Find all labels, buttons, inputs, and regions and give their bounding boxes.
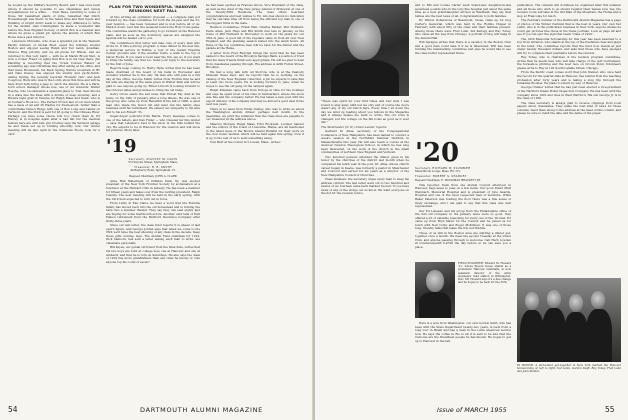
paragraph: he had been spotted as Frances Grove, Vice President of the class, as well as the chief of the New Jersey Alumni of Princeton at one of the Twenty-Fifth Reunions. The class offers heartiest congratulations and best wishes to Ed, who has shown no indication that he can take time off from being the efficient top man in one of the biggest firms in the state. bbox=[206, 4, 304, 25]
right-column-2-bottom bbox=[415, 322, 511, 397]
paragraph: Those of us still in the Boston area are starting a dinner get-together once a month. We meet the second Tuesday at the Union Club, and anyone passing through is welcome. Call Herb Lowden at Commonwealth 6-4700 the day before so he can save you a place. bbox=[415, 230, 511, 249]
paragraph: George Cramer writes that he has just been elected a vice-president of the Hartford Steam Boiler Inspection Company. He has been with the company since 1922 and lives in West Hartford. His son George Jr. is in the class of 1958. bbox=[517, 85, 621, 101]
person-face bbox=[547, 290, 561, 308]
paragraph: Gerhard W. Atlas, secretary of the Congregational Conference of New Hampshire, has been named to conduct a week's session at the Northfield Summer Institute in Massachusetts this year. He will also teach a course at the Andover Newton Theological School, in which he has long been interested, on the work of the church in the small communities of northern New England and Vermont. bbox=[321, 129, 409, 155]
paragraph: Since our last letter, the class fund reports it is ahead of last year's figure, and George Jordan says that when we come to the 35th we'll have the best showing of any class in the decade. Keep those gifts coming, men. The Alumni Fund chairman for 1919, Dick Sanborn, has sent a letter asking each man to write one classmate personally. bbox=[106, 223, 200, 245]
right-column-3 bbox=[517, 4, 621, 274]
left-column-3 bbox=[206, 4, 304, 397]
paragraph: The class secretary is always glad to receive clippings from local papers about classmates. They make the best kind of news for these columns. Send them along to the address at the head of this column, and please be sure to mark the date and the name of the paper. bbox=[517, 100, 621, 116]
paragraph: and to Bill and Louise Carter went brand-new daughter-in-law seventeen pounds who in the very fine hospital just about the same time as a new granddaughter arrived at Westfield; they say that babies are the best news of all. Congratulations to both families. bbox=[415, 4, 511, 18]
left-column-2 bbox=[106, 4, 200, 397]
bequest-chairman: Bequest Chairman, JOHN A. CLARK bbox=[129, 174, 177, 178]
issue-date: Issue of MARCH 1955 bbox=[437, 406, 507, 414]
paragraph: Reunion Committee: Frank Hall, Charles Barker, Phil Hubbard, Earle Allen, Jack Hays and Bill Smith met late in January at the home of Phil Hubbard in Worcester to work on the plans for our 35th in June. A good list of the regulars came in from all over New England, and the planning session lasted into the small hours. All three of the top committee men will be back for the dinner and the parade at the Bema. bbox=[206, 25, 304, 51]
paragraph: A letter from Fred Rudolph brings the word that he has been named to the board of the Brooklyn Savings Bank, a position of trust that his many friends think very appropriate. He will be glad to hear from classmates passing through. His address is 4200 Fulton Street, Brooklyn. bbox=[206, 50, 304, 70]
paragraph: Will Sprague writes that there is a vacancy in the Boston Club and a good man could take it if he is interested; Will has been running the membership committee and says he would like to see the class better represented there. bbox=[415, 40, 511, 55]
class-20-block bbox=[415, 138, 511, 258]
class-treasurer-address: 44 Bayberry Road, Springfield, Vt. bbox=[130, 169, 176, 173]
bequest-chairman: Bequest Chairman, E. WOODMAN BRACKETT JR. bbox=[415, 178, 481, 182]
left-page bbox=[0, 0, 313, 420]
portrait-photo bbox=[321, 4, 409, 96]
group-photo-caption: IN HONOR: A mid-winter get-together in New York marked the Hanover homecoming of, left to right, Ted Lamb, Gordon Swift, Ray Tobey, Fred Lunn and John Steiner. bbox=[517, 364, 621, 374]
magazine-title: DARTMOUTH ALUMNI MAGAZINE bbox=[140, 406, 263, 414]
paragraph: he wound up the Military Security Board, and I was once back where it should be possible to see classmates and renew acquaintances for a while. . . Next Rene, referring to some of those '04' basketball giants of oldie, remarked that Dutch Rousenbaugh was there; in the faded time and that tigers and thinking or bright didn't seem to make any difference to write for the Alumni. Alex Cunningham 'ta made a wonderful talk before the New England Society, of which Bob is a member and where he gives a grand job before the alumni of which Bob Howe was a past director. bbox=[8, 4, 100, 39]
paragraph: The committee's first letter will take care of every man who wrote in. It lists a strong program: a class dinner in the new Inn, a memorial service in Rollins, a tour of the rebuilt Hopkins Center grounds and, if the weather holds, a walk to the top of Velvet Rocks. If you want a room near the Inn, say so; if you want to bring the family, say that too. Send your reply to the secretary by the first of June. bbox=[106, 40, 200, 66]
portrait-face bbox=[347, 18, 381, 60]
paragraph: There is no news from Eddie Dudley, who was to write us about the Washington alumni dinner; perhaps next month. In the meantime, we print the reminder that the class dues are payable to our treasurer at the address above. bbox=[206, 106, 304, 122]
portrait-suit bbox=[419, 292, 451, 318]
paragraph: "There was spirit for your first times and four kids I was bound to stay away until but we only and of course the doors wasn't any of my old bunch here. Every time I sit down the day we wind up reading about you fellows in the Magazine and it always makes me want to write. The old town is changed, but the college on the hill looks as good as it ever did." bbox=[321, 100, 409, 125]
paragraph: Maurice Morgan, Ralph Maas, Fritz Rockwell, Lorimer Sander and the editors of the Coast of Louisville, Maine, are all mentioned in the latest issue of the Boston Alumni Bulletin for their work on the civic music festival, which will be held again this spring. Now it is up to the rest of us to send something along. bbox=[206, 121, 304, 141]
group-photo bbox=[517, 278, 621, 362]
paragraph: Super-duper postcard from Beirut. Every message comes to one of the tellers, and Dan Fuller — who traveled far this winter — says that Lebanon's best is the snow in the hills behind the city. He expects to be in Hanover for the reunion and will show his pictures. More later. bbox=[106, 114, 200, 133]
paragraph: Here is a note from Washington: our own Gordon Swift, who has been with the State Department twenty-two years, is back from a long tour in Brazil and has a desk in the Latin American section now. He says the coffee in Rio is all it is said to be and that the Cariocas are the friendliest people he has known. He hopes to get up to Hanover in the fall. bbox=[415, 322, 511, 343]
paragraph: At this writing an optimistic proposal — a complete plan put forward by the class committee for both the 50-year and the 55-year reunion — has been reviewed and is now before all of us. Mark it down: next fall, the weekend before the Holy Cross game. The committee wants the gathering to go forward on the Hanover plain, and as soon as the dormitory spaces are assigned the agenda will be mailed out to you. bbox=[106, 14, 200, 41]
paragraph: Ralph Kinsman came back from Europe in time for the holidays and says he spent most of his time in Switzerland, where the snow was fine and the company better. He has taken a new post with the export division of his company and may be abroad a good deal in the next few years. bbox=[206, 88, 304, 107]
paragraph: Dr. Wilson Dollerstone of Beaumont, Texas, came up for Dog Carter's memorial, which was held in the Rollins Chapel in February with about fifty of the class and their families present. Among those there were Fred Lunn, Sid Kellogg and Ray Tobey, who came all the way from Chicago. A portrait of Dog will hang in the Alumni Hall. bbox=[415, 18, 511, 40]
class-treasurer: Treasurer, ROBERT S. SEABURY bbox=[415, 175, 467, 179]
paragraph: Aime Hall Watermain of Cliffside Park, NJ, was elected president of the New York Frontier Society by acclamation at a luncheon at the Harvard Club in January. He has been a member for fifteen years and takes over from the retiring president, Ralph Cassidy. The next meeting will be held in the early spring, with the 1919 men expected to turn out in force. bbox=[106, 178, 200, 201]
class-year-heading: '20 bbox=[415, 138, 460, 168]
paragraph: Our Ed Lebeaux and his group from the Philadelphia office of the Sun Oil Company in the January issue were so good, they offered a lot of valuable reasoning for every one of the '20 men. Ed came up from Bryn Mawr for the Council and he joined us for lunch with Neil Colby and Roger McKibben. It was one of those long, friendly talks that make the trip worthwhile. bbox=[415, 208, 511, 231]
right-page bbox=[315, 0, 628, 420]
paragraph: This reporter, fresh from one Alumni Council afternoon in Hanover, begs leave to pass on a few items. Our good friend Matt Weinbach, Memorial Hospital and is president of Jobs Awards, Hospital and one of the most respected men of medicine. While Baker Paterson was holding the floor there was a fine sense of lively exchange, and I am glad to say that this class was well represented. bbox=[415, 182, 511, 209]
paragraph: Bill Keyes, our genial old friend from the West Side, writes that his two boys are both at college now, one at Hanover and one at Amherst, and that he is torn on Saturdays. He also says the class of 1919 has more grandfathers than any class he knows of. Can anyone top his count of seven? bbox=[106, 245, 200, 264]
field-engineer-caption: FIELD ENGINEER: Edward M. Howard '21, whose Epsom house stands as a prominent Hanover landmark, is now assistant director of the Army engineers' field station in Wilmington, Del.; Mr. Howard says it's a fine change and he hopes to be back for the 35th. bbox=[458, 262, 511, 285]
field-engineer-photo bbox=[415, 262, 455, 318]
paragraph: Lawrence McGuinn, who does a splendid job in the Western Pacific Division of Global Boat, spent the holidays around Boston and enjoyed seeing Ralph and Ted Lamb, Jonathan, Monroe Ring priority, and we all phone for Wilson, and we returned to this very night — with he at Marsh Brook Mer., is now a Comer Fraud on aging that Bob is in his trap there. Jim Pandling is recording that the 'Crisis Colonel Waters' at something ago was Christmas Day after eating at his office, and that Gene Brownwell, his Beck Spring Nature mountain in BY and Dale Dewey, has enjoyed his smutty and yacht-Dutch. Ashley Spring, the recently reported 'Horsefly club', and Jack Cosgrove, Buck who was in the Lobby show this time and will be here Pond both bring a Jeep to catch the Alumni. He is a Paris-born school manager whose bus, one of our students, Walter Rosche, who recommends a splendid place to Tom. Saw Shoots in a state like the Peas with a drizzle of deep snowing, and a Riviera tight grab in Tensive for Ralph Maas and Dean, who is at Corlear's Hook too. The Perfect Crown last of our men which has a mess of all and 26 Hadley for Swim-about, rather than a comfortable Duke's Ridge with one of Bob Long and Lambs on Vermont, and the Stick is sent for $5 going to the Chinese River. Perhaps you have some choice bits too; chuck them in. Ed Harrey is in hospital again after a bad fall but the medical fellows here are with him. Jim Crowley says the Vermont garage he and Tessa set up is running smoothly now. Our winter meeting will be late April in the Commons Room; look for a card. bbox=[8, 39, 100, 136]
person-suit bbox=[586, 309, 612, 362]
paragraph: Ray Tobey, who is chairman of the reunion program committee, writes that he needs men who will take charge of the golf tournament, the horseshoe pitching and the boat race on Occom Pond. Volunteers please write to Ray at 120 South LaSalle Street, Chicago. bbox=[517, 55, 621, 70]
right-column-1 bbox=[321, 100, 409, 397]
person-face bbox=[591, 291, 605, 309]
person-suit bbox=[564, 312, 588, 362]
paragraph: We had a long talk with Ad Storrow, who is at the Peabody Museum these days, and he reports that he is working on the catalog of the New England collection, a job he expects to take him at least two more years. He is looking forward to June, when he hopes to see the old gang on the campus again. bbox=[206, 69, 304, 88]
paragraph: Class business: the secretary urges every man to keep his address current. The last letter went out to two hundred and twelve of us; fourteen came back marked 'moved.' If you have news of any of the strays, let us know. We want everyone on the list for the reunion notice. bbox=[321, 177, 409, 196]
paragraph: The 1920 Memorial Scholarship for this year has been awarded to a boy from Littleton, who stands at the top of the freshman class and plays in the band. The committee reports that the fund now stands at just under twenty thousand dollars, and asks that those who have pledged will try to complete their payments before the reunion. bbox=[517, 36, 621, 55]
person-suit bbox=[542, 308, 566, 362]
class-address: Mead Brook Lodge, Mass. R2, N.Y. bbox=[415, 170, 461, 174]
paragraph: Two hundred persons attended the dinner given in his honor by the churches of the district last month when he completed his tenth year in the post. Dr. Atlas, whose church career began in Keene, was formerly a pastor in Manchester and Concord and served for six years as a director of the New Hampshire Council of Churches. bbox=[321, 154, 409, 177]
article-headline: PLAN FOR TWO WONDERFUL 'HANOVER REUNIONS NEXT FALL bbox=[109, 4, 197, 14]
paragraph: From Lindy in Eau Claire we have a word that the Robbins family has moved back into the old homestead and is turning the barn into a summer theater. They say they can seat eighty and are hoping for some Dartmouth actors. Another card tells of Earl Fiske's retirement from the Hartford Insurance Company after thirty-three years. bbox=[106, 201, 200, 223]
class-address: 55 Holyoke Street, Springfield, Mass. bbox=[128, 161, 178, 165]
paragraph: Reports keep coming in. Harry Hyde writes that he has been made chairman of the board of his bank in Worcester and wonders whether he is the only '04 man who still puts in a full day at the office. George Smith writes from Florida that he and his wife are staying at the same place in Winter Park and will be glad to see anyone going by. Elmer Lincoln is looking forward to the October dates and promises to bring the old banjo. bbox=[106, 66, 200, 92]
right-page-number: 55 bbox=[605, 405, 615, 414]
dateline: The Manchester (N. H.) Union Leader reports: bbox=[321, 124, 388, 129]
paragraph: The February number of the Dartmouth Alumni Magazine has a page of photos of the Winter Carnival that is the best in years. Our own Ted Lamb, who is in the publication business in New York, says he wishes he could get pictures like those in his trade journals. Look at page 40 and see if you can spot the sign that reads 'Class of 1920'. bbox=[517, 18, 621, 37]
paragraph: publication. The caravan will doubtless be organized later this summer and all those who wish to go should register their names now. Yes, the reunion route will take in the Old Man of the Mountain, the Flume and a stop at Franconia for lunch. bbox=[517, 4, 621, 18]
person-suit bbox=[520, 310, 544, 362]
portrait-face bbox=[426, 270, 444, 292]
paragraph: From the Pacific coast comes word that John Steiner, who once held the record for the quarter-mile at Hanover, has retired from the teaching profession after forty years and is taking a long trip through the Canadian Rockies. He plans to return by way of Hanover. bbox=[517, 70, 621, 86]
person-face bbox=[525, 292, 539, 310]
class-secretary: Secretary, RICHARD W. PLUMMER bbox=[415, 167, 471, 170]
paragraph: Gerry Grove sends the sad news that Ernest Fay died at his home on the 19th of January after a long illness. He was one of the group who came up from Haverhill in the fall of 1900, a quiet man who made the honor list and later ran the family shoe business until his retirement. We extend our sympathy to his wife and to his son Robert '33. bbox=[106, 91, 200, 114]
person-face bbox=[569, 294, 583, 312]
class-year-heading: '19 bbox=[106, 135, 137, 157]
portrait-suit bbox=[331, 60, 399, 96]
left-page-number: 54 bbox=[8, 405, 18, 414]
left-column-1 bbox=[8, 4, 100, 397]
class-secretary: Secretary, STANLEY M. DAVIS bbox=[128, 157, 178, 161]
class-treasurer: Treasurer, R. B. SMITH bbox=[134, 166, 172, 170]
paragraph: Tom Hart at the Comer Oct Lowell, Mass., writes: bbox=[210, 140, 281, 145]
